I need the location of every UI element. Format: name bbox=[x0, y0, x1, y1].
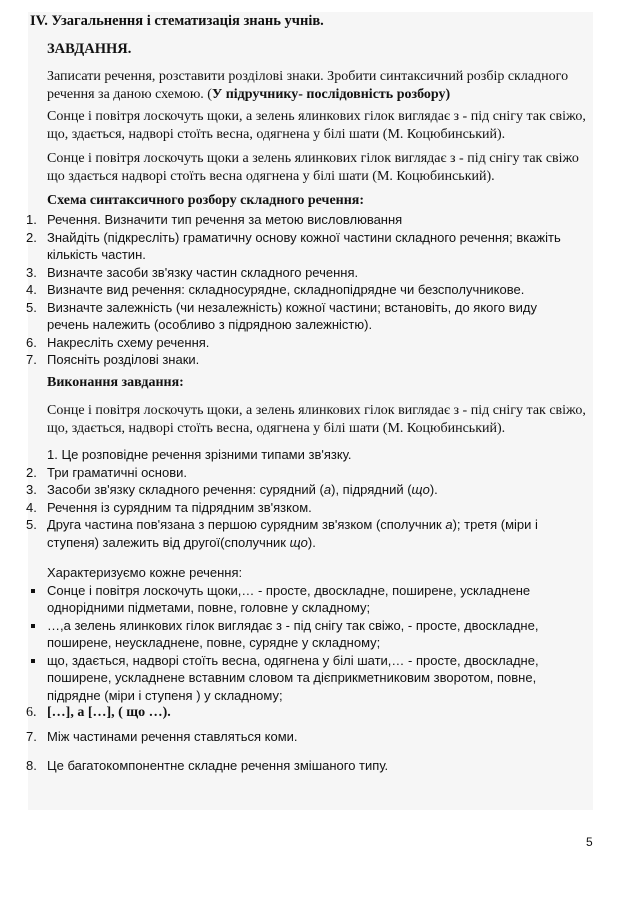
list-item: 6. […], а […], ( що …). bbox=[26, 705, 171, 720]
bullet-icon bbox=[31, 659, 35, 663]
bullet-icon bbox=[31, 589, 35, 593]
example-sentence-1: Сонце і повітря лоскочуть щоки, а зелень ялинкових гілок виглядає з - під снігу так свіжо, що, здається, надворі стоїть весна, одягнена у білі шати (М. Коцюбинський). bbox=[47, 109, 586, 142]
list-item: 1. Речення. Визначити тип речення за метою висловлювання bbox=[26, 212, 403, 227]
list-item: 4. Визначте вид речення: складносурядне, складнопідрядне чи безсполучникове. bbox=[26, 282, 525, 297]
characterize-section bbox=[26, 564, 570, 722]
example-sentence-2: Сонце і повітря лоскочуть щоки а зелень ялинкових гілок виглядає з - під снігу так свіжо що здається надворі стоїть весна одягнена у білі шати (М. Коцюбинський). bbox=[47, 151, 579, 184]
characterize-intro: Характеризуємо кожне речення: bbox=[47, 565, 243, 580]
bullet-item: …,а зелень ялинкових гілок виглядає з - під снігу так свіжо, - просте, двоскладне, поширене, неускладнене, повне, сурядне у складному; bbox=[30, 617, 570, 652]
list-item: 3. Визначте засоби зв'язку частин складного речення. bbox=[26, 264, 359, 280]
bullet-item: що, здається, надворі стоїть весна, одягнена у білі шати,… - просте, двоскладне, поширене, ускладнене вставним словом та дієприкметниковим зворотом, повне, підрядне (міри і ступеня ) у складному; bbox=[30, 652, 570, 705]
scheme-list bbox=[26, 211, 570, 369]
list-item: 5. Друга частина пов'язана з першою сурядним зв'язком (сполучник а); третя (міри і ступеня) залежить від другої(сполучник що). bbox=[26, 517, 538, 550]
execution-heading: Виконання завдання: bbox=[47, 375, 184, 390]
bullet-icon bbox=[31, 624, 35, 628]
list-item: 2. Знайдіть (підкресліть) граматичну основу кожної частини складного речення; вкажіть кількість частин. bbox=[26, 229, 561, 262]
answer-list bbox=[26, 446, 570, 551]
list-item: 3. Засоби зв'язку складного речення: сурядний (а), підрядний (що). bbox=[26, 482, 438, 497]
list-item: 7. Між частинами речення ставляться коми. bbox=[26, 729, 298, 744]
page-number: 5 bbox=[586, 835, 593, 849]
task-text: Записати речення, розставити розділові знаки. Зробити синтаксичний розбір складного речення за даною схемою. (У підручнику- послідовність розбору) bbox=[47, 69, 569, 102]
execution-sentence: Сонце і повітря лоскочуть щоки, а зелень ялинкових гілок виглядає з - під снігу так свіжо, що, здається, надворі стоїть весна, одягнена у білі шати (М. Коцюбинський). bbox=[47, 403, 586, 436]
answer-1: 1. Це розповідне речення зрізними типами зв'язку. bbox=[47, 447, 352, 462]
list-item: 8. Це багатокомпонентне складне речення змішаного типу. bbox=[26, 758, 389, 773]
section-title: IV. Узагальнення і стематизація знань учнів. bbox=[30, 13, 324, 29]
list-item: 5. Визначте залежність (чи незалежність) кожної частини; встановіть, до якого виду речень належить (особливо з підрядною залежністю). bbox=[26, 299, 537, 332]
bullet-item: Сонце і повітря лоскочуть щоки,… - просте, двоскладне, поширене, ускладнене однорідними підметами, повне, головне у складному; bbox=[30, 582, 570, 617]
task-heading: ЗАВДАННЯ. bbox=[47, 41, 132, 57]
list-item: 6. Накресліть схему речення. bbox=[26, 334, 210, 350]
list-item: 2. Три граматичні основи. bbox=[26, 464, 187, 480]
list-item: 4. Речення із сурядним та підрядним зв'язком. bbox=[26, 499, 312, 515]
scheme-heading: Схема синтаксичного розбору складного речення: bbox=[47, 193, 365, 208]
list-item: 7. Поясніть розділові знаки. bbox=[26, 352, 200, 367]
